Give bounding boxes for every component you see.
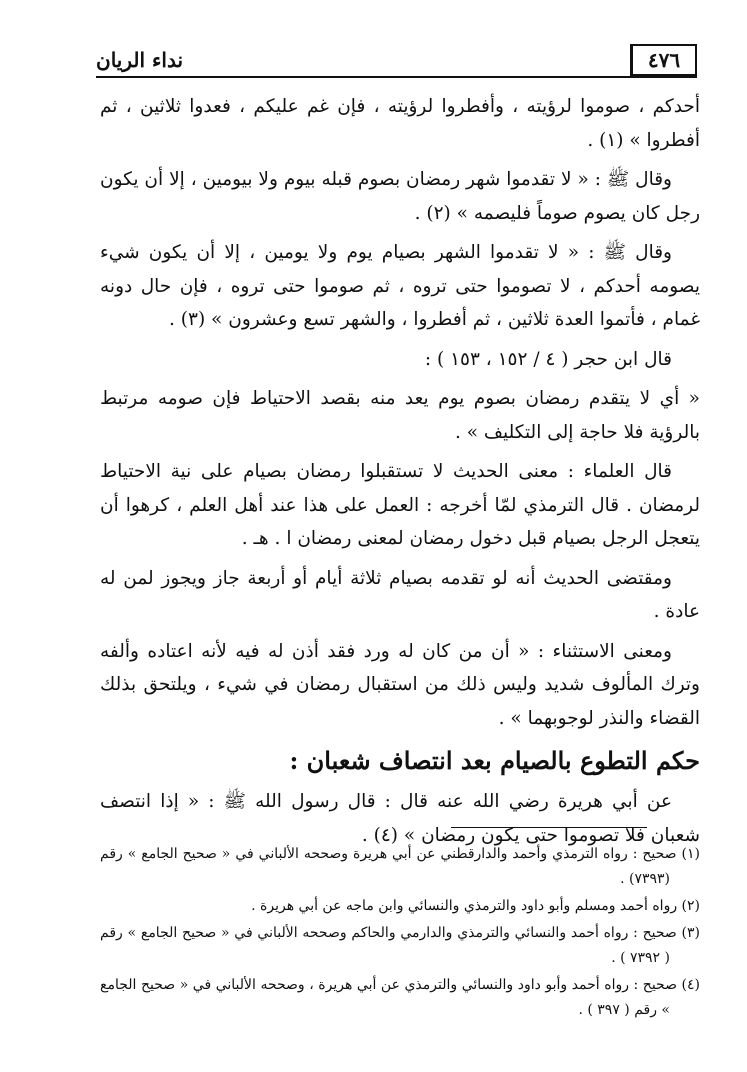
paragraph-8: ومعنى الاستثناء : « أن من كان له ورد فقد أذن له فيه لأنه اعتاده وألفه وترك المألوف شديد وليس ذلك من استقبال رمضان في شيء ، ويلتحق بذلك القضاء والنذر لوجوبهما » . (100, 640, 700, 729)
footnotes (100, 842, 700, 1025)
paragraph-5: « أي لا يتقدم رمضان بصوم يوم يعد منه بقصد الاحتياط فإن صومه مرتبط بالرؤية فلا حاجة إلى التكليف » . (100, 388, 700, 443)
paragraph-4: قال ابن حجر ( ٤ / ١٥٢ ، ١٥٣ ) : (424, 348, 672, 370)
footnote-2: (٢) رواه أحمد ومسلم وأبو داود والترمذي والنسائي وابن ماجه عن أبي هريرة . (251, 898, 700, 914)
footnote-separator (451, 827, 647, 828)
paragraph-3: وقال ﷺ : « لا تقدموا الشهر بصيام يوم ولا يومين ، إلا أن يكون شيء يصومه أحدكم ، لا تصوموا حتى تروه ، ثم صوموا حتى تروه ، فإن حال دونه غمام ، فأتموا العدة ثلاثين ، ثم أفطروا ، والشهر تسع وعشرون » (٣) . (100, 242, 700, 330)
footnote-3: (٣) صحيح : رواه أحمد والنسائي والترمذي والدارمي والحاكم وصححه الألباني في « صحيح الجامع » رقم ( ٧٣٩٢ ) . (100, 925, 700, 966)
paragraph-1: أحدكم ، صوموا لرؤيته ، وأفطروا لرؤيته ، فإن غم عليكم ، فعدوا ثلاثين ، ثم أفطروا » (١) . (100, 96, 700, 151)
section-heading: حكم التطوع بالصيام بعد انتصاف شعبان : (289, 746, 700, 775)
paragraph-2: وقال ﷺ : « لا تقدموا شهر رمضان بصوم قبله بيوم ولا بيومين ، إلا أن يكون رجل كان يصوم صوماً فليصمه » (٢) . (100, 169, 700, 224)
paragraph-7: ومقتضى الحديث أنه لو تقدمه بصيام ثلاثة أيام أو أربعة جاز ويجوز لمن له عادة . (100, 567, 700, 622)
header-rule (96, 76, 697, 78)
section-paragraph: عن أبي هريرة رضي الله عنه قال : قال رسول الله ﷺ : « إذا انتصف شعبان فلا تصوموا حتى يكون رمضان » (٤) . (100, 791, 700, 846)
paragraph-6: قال العلماء : معنى الحديث لا تستقبلوا رمضان بصيام على نية الاحتياط لرمضان . قال الترمذي لمّا أخرجه : العمل على هذا عند أهل العلم ، كرهوا أن يتعجل الرجل بصيام قبل دخول رمضان لمعنى رمضان ا . هـ . (100, 461, 700, 549)
footnote-4: (٤) صحيح : رواه أحمد وأبو داود والنسائي والترمذي عن أبي هريرة ، وصححه الألباني في « صحيح الجامع » رقم ( ٣٩٧ ) . (100, 977, 700, 1018)
page-number: ٤٧٦ (630, 44, 697, 77)
running-title: نداء الريان (96, 48, 184, 72)
main-text (100, 90, 700, 858)
page-header (96, 44, 697, 78)
footnote-1: (١) صحيح : رواه الترمذي وأحمد والدارقطني عن أبي هريرة وصححه الألباني في « صحيح الجامع » رقم (٧٣٩٣) . (100, 846, 700, 887)
